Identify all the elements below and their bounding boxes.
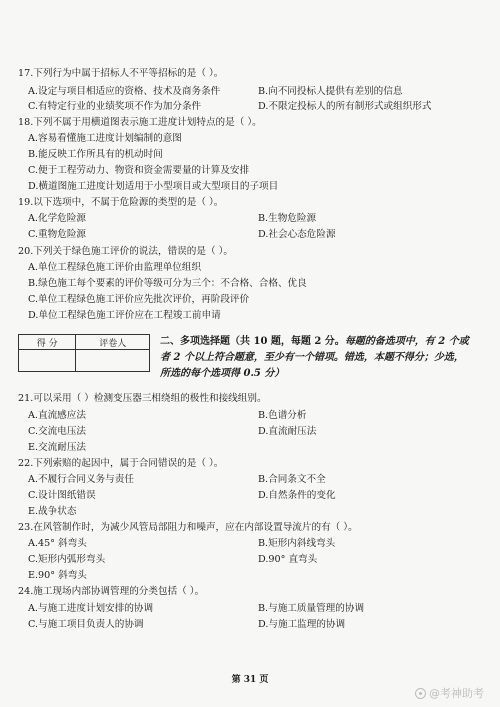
question-23-stem: 23.在风管制作时，为减少风管局部阻力和噪声，应在内部设置导流片的有（ ）。 bbox=[18, 522, 358, 533]
question-18-option-d: D.横道图施工进度计划适用于小型项目或大型项目的子项目 bbox=[28, 181, 279, 192]
section-heading bbox=[160, 334, 485, 382]
watermark-text: @考神助考 bbox=[429, 687, 484, 700]
question-22-option-d: D.自然条件的变化 bbox=[258, 490, 336, 501]
question-19-option-b: B.生物危险源 bbox=[258, 213, 317, 224]
question-23-option-b: B.矩形内斜线弯头 bbox=[258, 538, 336, 549]
question-21-option-b: B.色谱分析 bbox=[258, 410, 307, 421]
question-19-stem: 19.以下选项中，不属于危险源的类型的是（ ）。 bbox=[18, 197, 224, 208]
question-24-option-d: D.与施工监理的协调 bbox=[258, 619, 346, 630]
question-18-option-a: A.容易看懂施工进度计划编制的意图 bbox=[28, 133, 182, 144]
score-cell bbox=[19, 350, 76, 372]
grader-header: 评卷人 bbox=[76, 335, 150, 350]
question-22-stem: 22.下列索赔的起因中，属于合同错误的是（ ）。 bbox=[18, 458, 224, 469]
question-17-option-c: C.有特定行业的业绩奖项不作为加分条件 bbox=[28, 101, 202, 112]
section-title: 二、多项选择题（共 10 题，每题 2 分。 bbox=[160, 336, 345, 347]
question-22-option-c: C.设计图纸错误 bbox=[28, 490, 96, 501]
question-24-stem: 24.施工现场内部协调管理的分类包括（ ）。 bbox=[18, 586, 205, 597]
question-23-option-c: C.矩形内弧形弯头 bbox=[28, 554, 106, 565]
score-table bbox=[18, 334, 150, 372]
question-22-option-e: E.战争状态 bbox=[28, 506, 77, 517]
question-21-option-e: E.交流耐压法 bbox=[28, 442, 87, 453]
question-23-option-d: D.90° 直弯头 bbox=[258, 554, 318, 565]
question-19-option-c: C.重物危险源 bbox=[28, 229, 87, 240]
watermark bbox=[415, 685, 484, 701]
watermark-icon bbox=[415, 688, 426, 699]
question-20-stem: 20.下列关于绿色施工评价的说法，错误的是（ ）。 bbox=[18, 246, 233, 257]
question-18-option-c: C.便于工程劳动力、物资和资金需要量的计算及安排 bbox=[28, 165, 250, 176]
question-22-option-a: A.不履行合同义务与责任 bbox=[28, 474, 134, 485]
question-18-stem: 18.下列不属于用横道图表示施工进度计划特点的是（ ）。 bbox=[18, 117, 262, 128]
question-23-option-e: E.90° 斜弯头 bbox=[28, 570, 87, 581]
question-19-option-a: A.化学危险源 bbox=[28, 213, 86, 224]
score-header: 得 分 bbox=[19, 335, 76, 350]
question-18-option-b: B.能反映工作所具有的机动时间 bbox=[28, 149, 163, 160]
page-number: 第 31 页 bbox=[231, 675, 269, 685]
question-20-option-b: B.绿色施工每个要素的评价等级可分为三个：不合格、合格、优良 bbox=[28, 278, 307, 289]
question-20-option-d: D.单位工程绿色施工评价应在工程竣工前申请 bbox=[28, 310, 221, 321]
question-24-option-c: C.与施工项目负责人的协调 bbox=[28, 619, 144, 630]
question-21-option-c: C.交流电压法 bbox=[28, 426, 87, 437]
question-20-option-a: A.单位工程绿色施工评价由监理单位组织 bbox=[28, 262, 202, 273]
question-20-option-c: C.单位工程绿色施工评价应先批次评价，再阶段评价 bbox=[28, 294, 250, 305]
question-17-option-d: D.不限定投标人的所有制形式或组织形式 bbox=[258, 101, 432, 112]
question-23-option-a: A.45° 斜弯头 bbox=[28, 538, 87, 549]
question-21-option-a: A.直流感应法 bbox=[28, 410, 86, 421]
question-17-option-b: B.向不同投标人提供有差别的信息 bbox=[258, 86, 403, 97]
question-17-stem: 17.下列行为中属于招标人不平等招标的是（ ）。 bbox=[18, 68, 224, 79]
question-21-option-d: D.直流耐压法 bbox=[258, 426, 317, 437]
question-24-option-b: B.与施工质量管理的协调 bbox=[258, 603, 365, 614]
question-19-option-d: D.社会心态危险源 bbox=[258, 229, 336, 240]
section-body-1: 每题的备选项中，有 2 个或 bbox=[344, 336, 469, 347]
section-body-2: 者 2 个以上符合题意，至少有一个错项。错选，本题不得分；少选， bbox=[160, 352, 464, 363]
section-body-3: 所选的每个选项得 0.5 分） bbox=[160, 368, 285, 379]
question-21-stem: 21.可以采用（ ）检测变压器三相绕组的极性和接线组别。 bbox=[18, 393, 267, 404]
question-17-option-a: A.设定与项目相适应的资格、技术及商务条件 bbox=[28, 86, 221, 97]
grader-cell bbox=[76, 350, 150, 372]
question-24-option-a: A.与施工进度计划安排的协调 bbox=[28, 603, 154, 614]
question-22-option-b: B.合同条文不全 bbox=[258, 474, 326, 485]
